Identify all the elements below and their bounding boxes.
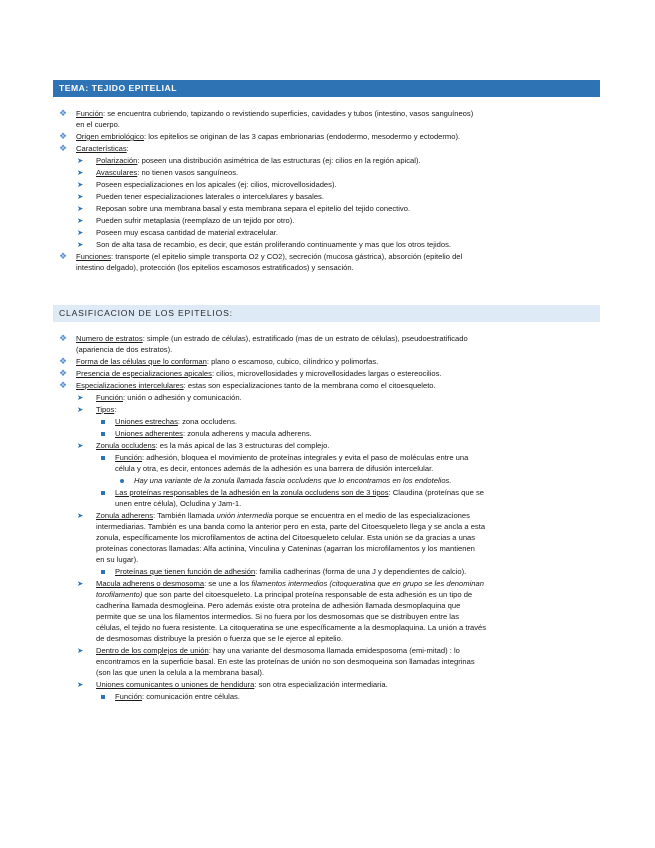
arrow-bullet-icon: ➤ [77, 192, 84, 201]
apicales-line: Presencia de especializaciones apicales: cilios, microvellosidades y microvellosidades largas o estereocilios. [76, 369, 442, 378]
arrow-bullet-icon: ➤ [77, 646, 84, 655]
arrow-bullet-icon: ➤ [77, 441, 84, 450]
arrow-bullet-icon: ➤ [77, 204, 84, 213]
macula-line-4: permite que se una los filamentos intermedios. Si no fuera por los desmosomas que se distribuyen entre las [96, 612, 460, 621]
funciones-line-cont: intestino delgado), protección (los epitelios escamosos estratificados) y sensación. [76, 263, 354, 272]
uniones-estrechas-line: Uniones estrechas: zona occludens. [115, 417, 238, 426]
estratos-line: Numero de estratos: simple (un estrado de células), estratificado (mas de un estrato de células), pseudoestratificado [76, 334, 468, 343]
arrow-bullet-icon: ➤ [77, 168, 84, 177]
caracteristica-5: Reposan sobre una membrana basal y esta membrana separa el epitelio del tejido conectivo. [96, 204, 411, 213]
square-bullet-icon [101, 695, 105, 699]
square-bullet-icon [101, 456, 105, 460]
arrow-bullet-icon: ➤ [77, 180, 84, 189]
comunicantes-line: Uniones comunicantes o uniones de hendidura: son otra especialización intermediaria. [96, 680, 388, 689]
diamond-bullet-icon: ❖ [59, 108, 68, 118]
caracteristica-6: Pueden sufrir metaplasia (reemplazo de un tejido por otro). [96, 216, 295, 225]
zonula-adherens-line-3: zonula, específicamente los microfilamentos de actina del Citoesqueleto celular. Esta unión se da gracias a unas [96, 533, 476, 542]
square-bullet-icon [101, 570, 105, 574]
diamond-bullet-icon: ❖ [59, 380, 68, 390]
section-title-tejido-epitelial: TEMA: TEJIDO EPITELIAL [53, 80, 600, 97]
za-proteinas-line: Proteínas que tienen función de adhesión: familia cadherinas (forma de una J y dependientes de calcio). [115, 567, 467, 576]
zonula-occludens-line: Zonula occludens: es la más apical de las 3 estructuras del complejo. [96, 441, 330, 450]
zonula-adherens-line: Zonula adherens: También llamada unión intermedia porque se encuentra en el medio de las especializaciones [96, 511, 470, 520]
zonula-adherens-line-2: intermediarias. También es una banda como la anterior pero en esta, parte del Citoesqueleto llega y se ancla a esta [96, 522, 486, 531]
origen-line: Origen embriológico: los epitelios se originan de las 3 capas embrionarias (endodermo, mesodermo y ectodermo). [76, 132, 461, 141]
arrow-bullet-icon: ➤ [77, 216, 84, 225]
diamond-bullet-icon: ❖ [59, 368, 68, 378]
dot-bullet-icon [120, 479, 124, 483]
arrow-bullet-icon: ➤ [77, 228, 84, 237]
funciones-line: Funciones: transporte (el epitelio simple transporta O2 y CO2), secreción (mucosa gástrica), absorción (epitelio del [76, 252, 463, 261]
hemidesmosoma-line-3: (son las que unen la celula a la membrana basal). [96, 668, 265, 677]
macula-line: Macula adherens o desmosoma: se une a los filamentos intermedios (citoqueratina que en grupo se les denominan [96, 579, 484, 588]
caracteristica-7: Poseen muy escasa cantidad de material extracelular. [96, 228, 278, 237]
caracteristica-8: Son de alta tasa de recambio, es decir, que están proliferando continuamente y mas que los otros tejidos. [96, 240, 452, 249]
square-bullet-icon [101, 420, 105, 424]
zo-funcion-line-cont: célula y otra, es decir, entonces además de la adhesión es una barrera de difusión intercelular. [115, 464, 434, 473]
zo-proteinas-line-cont: unen entre célula), Ocludina y Jam-1. [115, 499, 242, 508]
macula-line-5: células, el tejido no fuera resistente. La citoqueratina se une específicamente a la desmoplaquina. La unión a través [96, 623, 487, 632]
intercelulares-line: Especializaciones intercelulares: estas son especializaciones tanto de la membrana como el citoesqueleto. [76, 381, 436, 390]
diamond-bullet-icon: ❖ [59, 251, 68, 261]
arrow-bullet-icon: ➤ [77, 240, 84, 249]
zo-funcion-line: Función: adhesión, bloquea el movimiento de proteínas integrales y evita el paso de moléculas entre una [115, 453, 469, 462]
estratos-line-cont: (apariencia de dos estratos). [76, 345, 173, 354]
comunicantes-funcion-line: Función: comunicación entre células. [115, 692, 240, 701]
zo-proteinas-line: Las proteínas responsables de la adhesión en la zonula occludens son de 3 tipos: Claudina (proteínas que se [115, 488, 484, 497]
polarizacion-line: Polarización: poseen una distribución asimétrica de las estructuras (ej: cilios en la región apical). [96, 156, 421, 165]
macula-line-3: cadherina llamada desmogleina. Pero además existe otra proteína de adhesión llamada desmoplaquina que [96, 601, 461, 610]
hemidesmosoma-line-2: encontramos en la superficie basal. En este las proteínas de unión no son desmoqueina son llamadas integrinas [96, 657, 475, 666]
caracteristicas-line: Características: [76, 144, 129, 153]
fascia-occludens-note: Hay una variante de la zonula llamada fascia occludens que lo encontramos en los endotelios. [134, 476, 452, 485]
section-title-clasificacion: CLASIFICACION DE LOS EPITELIOS: [53, 305, 600, 322]
diamond-bullet-icon: ❖ [59, 143, 68, 153]
arrow-bullet-icon: ➤ [77, 393, 84, 402]
forma-line: Forma de las células que lo conforman: plano o escamoso, cubico, cilíndrico y polimorfas. [76, 357, 379, 366]
intercel-funcion-line: Función: unión o adhesión y comunicación. [96, 393, 242, 402]
diamond-bullet-icon: ❖ [59, 333, 68, 343]
avasculares-line: Avasculares: no tienen vasos sanguíneos. [96, 168, 239, 177]
funcion-line: Función: se encuentra cubriendo, tapizando o revistiendo superficies, cavidades y tubos (intestino, vasos sanguíneos) [76, 109, 474, 118]
tipos-line: Tipos: [96, 405, 117, 414]
funcion-label: Función [76, 109, 104, 118]
square-bullet-icon [101, 491, 105, 495]
arrow-bullet-icon: ➤ [77, 405, 84, 414]
macula-line-6: de desmosomas distribuye la presión o fuerza que se le ejerce al epitelio. [96, 634, 343, 643]
arrow-bullet-icon: ➤ [77, 156, 84, 165]
uniones-adherentes-line: Uniones adherentes: zonula adherens y macula adherens. [115, 429, 312, 438]
hemidesmosoma-line: Dentro de los complejos de unión: hay una variante del desmosoma llamada emidesposoma (emi-mitad) : lo [96, 646, 460, 655]
diamond-bullet-icon: ❖ [59, 356, 68, 366]
arrow-bullet-icon: ➤ [77, 680, 84, 689]
caracteristica-4: Pueden tener especializaciones laterales o intercelulares y basales. [96, 192, 324, 201]
diamond-bullet-icon: ❖ [59, 131, 68, 141]
arrow-bullet-icon: ➤ [77, 511, 84, 520]
caracteristica-3: Poseen especializaciones en los apicales (ej: cilios, microvellosidades). [96, 180, 337, 189]
zonula-adherens-line-4: proteínas conectoras llamadas: Alfa actinina, Vinculina y Cateninas (agarran los microfilamentos y los mantienen [96, 544, 475, 553]
funcion-line-cont: en el cuerpo. [76, 120, 120, 129]
square-bullet-icon [101, 432, 105, 436]
zonula-adherens-line-5: en su lugar). [96, 555, 139, 564]
macula-line-2: torofilamento) que son parte del citoesqueleto. La principal proteína responsable de esta adhesión es un tipo de [96, 590, 473, 599]
arrow-bullet-icon: ➤ [77, 579, 84, 588]
